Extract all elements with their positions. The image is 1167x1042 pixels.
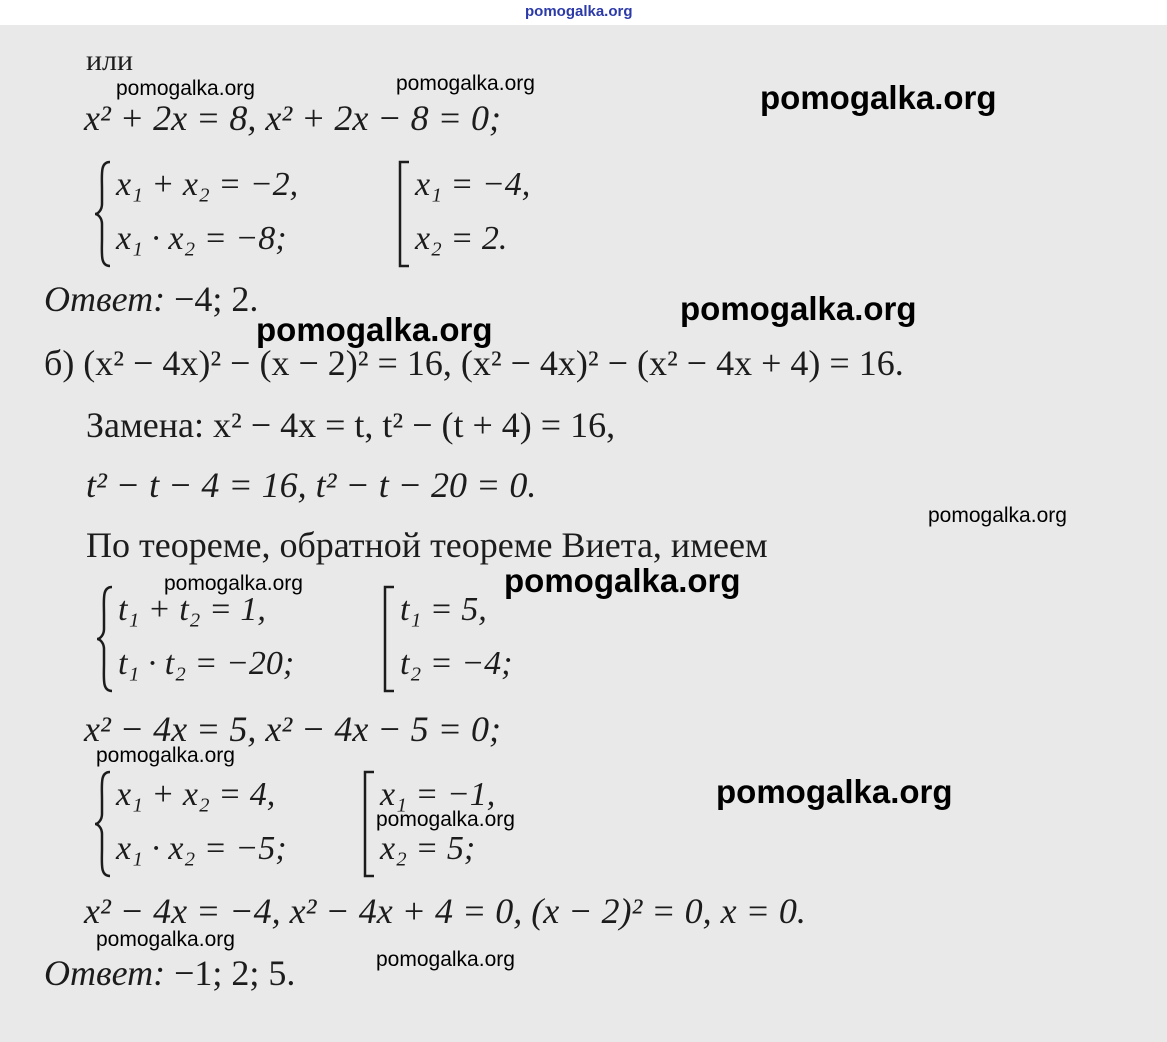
watermark: pomogalka.org [96,744,235,767]
watermark: pomogalka.org [504,562,741,599]
system-sum-product-a [94,160,354,270]
answer-line-a [44,278,258,320]
watermark: pomogalka.org [376,948,515,971]
system-row: x₁ · x₂ = −5; [116,830,287,867]
substitution-line: Замена: x² − 4x = t, t² − (t + 4) = 16, [86,405,616,445]
watermark: pomogalka.org [716,773,953,810]
system-row: x₂ = 2. [415,220,508,257]
watermark: pomogalka.org [928,504,1067,527]
system-row: t₁ + t₂ = 1, [118,591,266,628]
left-brace-icon [94,770,114,878]
system-row: t₁ = 5, [400,591,487,628]
watermark: pomogalka.org [376,808,515,831]
reduced-equation-line: t² − t − 4 = 16, t² − t − 20 = 0. [86,465,537,505]
system-row: x₁ = −4, [415,166,531,203]
system-roots-t [382,585,582,695]
system-row: t₁ · t₂ = −20; [118,645,295,682]
left-brace-icon [96,585,116,693]
system-sum-product-x [94,770,354,880]
watermark: pomogalka.org [116,77,255,100]
system-roots-a [397,160,597,270]
or-word: или [86,44,134,77]
system-row: x₁ = −1, [380,776,496,813]
answer-value: −4; 2. [174,279,259,319]
answer-value: −1; 2; 5. [174,953,296,993]
answer-label: Ответ: [44,953,166,993]
system-sum-product-t [96,585,356,695]
system-row: x₂ = 5; [380,830,476,867]
top-watermark-link[interactable]: pomogalka.org [525,3,633,20]
left-bracket-icon [362,770,376,878]
equation-line-a: x² + 2x = 8, x² + 2x − 8 = 0; [84,98,501,138]
equation-line-b: б) (x² − 4x)² − (x − 2)² = 16, (x² − 4x)² − (x² − 4x + 4) = 16. [44,343,904,383]
system-row: t₂ = −4; [400,645,513,682]
system-row: x₁ · x₂ = −8; [116,220,287,257]
system-row: x₁ + x₂ = −2, [116,166,299,203]
left-bracket-icon [397,160,411,268]
watermark: pomogalka.org [256,311,493,348]
answer-line-b [44,952,295,994]
case1-line: x² − 4x = 5, x² − 4x − 5 = 0; [84,709,501,749]
left-bracket-icon [382,585,396,693]
case2-line: x² − 4x = −4, x² − 4x + 4 = 0, (x − 2)² = 0, x = 0. [84,891,806,931]
watermark: pomogalka.org [680,290,917,327]
watermark: pomogalka.org [96,928,235,951]
answer-label: Ответ: [44,279,166,319]
left-brace-icon [94,160,114,268]
system-row: x₁ + x₂ = 4, [116,776,276,813]
watermark: pomogalka.org [760,79,997,116]
watermark: pomogalka.org [164,572,303,595]
watermark: pomogalka.org [396,72,535,95]
theorem-line: По теореме, обратной теореме Виета, имеем [86,525,768,565]
